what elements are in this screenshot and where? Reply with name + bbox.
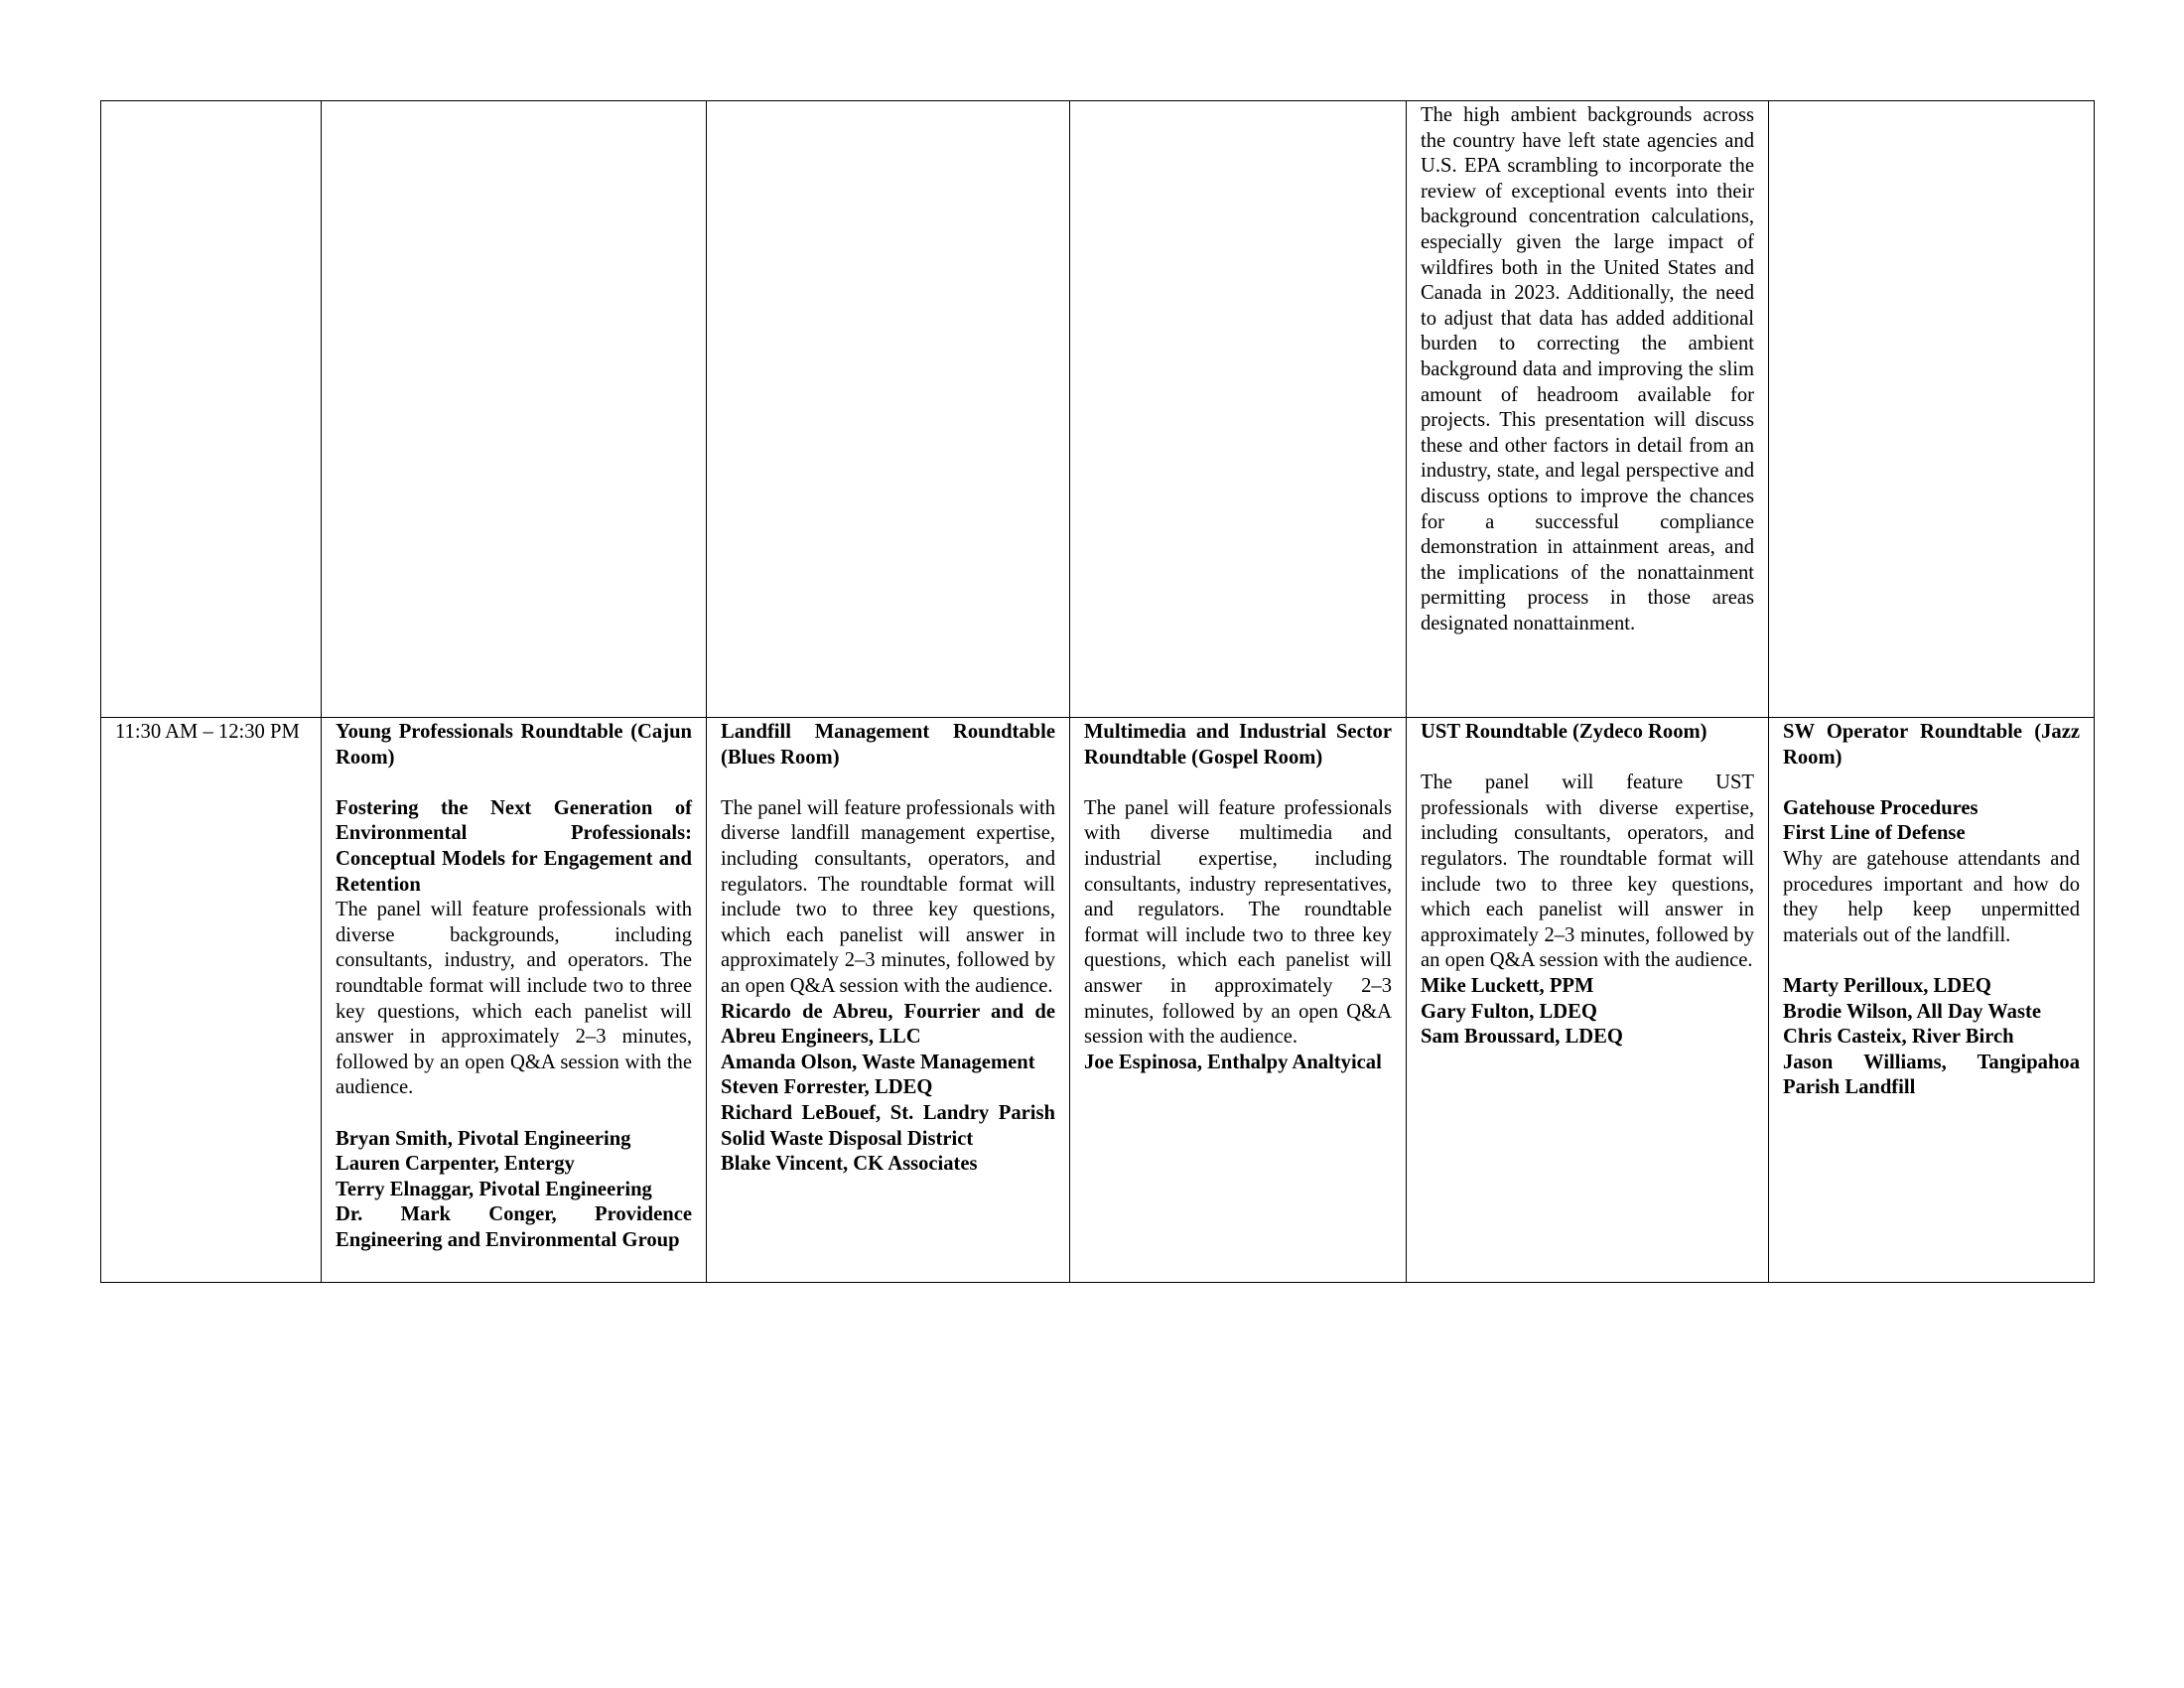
panelist: Sam Broussard, LDEQ xyxy=(1421,1026,1623,1049)
panelist: Bryan Smith, Pivotal Engineering xyxy=(336,1127,631,1150)
session-time: 11:30 AM – 12:30 PM xyxy=(115,721,300,743)
session-description: Why are gatehouse attendants and procedures important and how do they help keep unpermitted materials out of the landfill. xyxy=(1783,847,2080,946)
continued-row xyxy=(101,101,2095,718)
session-subtitle: Fostering the Next Generation of Environmental Professionals: Conceptual Models for Engagement and Retention xyxy=(336,796,692,896)
panelist: Blake Vincent, CK Associates xyxy=(721,1153,978,1176)
landfill-cell xyxy=(707,718,1070,1283)
young-professionals-cell xyxy=(322,718,707,1283)
session-title: SW Operator Roundtable (Jazz Room) xyxy=(1783,721,2080,769)
session-cell-empty xyxy=(707,101,1070,718)
session-description: The panel will feature UST professionals with diverse expertise, including consultants, operators, and regulators. The roundtable format will include two to three key questions, which each panelist will answer in approximately 2–3 minutes, followed by an open Q&A session with the audience. xyxy=(1421,772,1754,972)
continued-description: The high ambient backgrounds across the country have left state agencies and U.S. EPA scrambling to incorporate the review of exceptional events into their background concentration calculations, especially given the large impact of wildfires both in the United States and Canada in 2023. Additionally, the need to adjust that data has added additional burden to correcting the ambient background data and improving the slim amount of headroom available for projects. This presentation will discuss these and other factors in detail from an industry, state, and legal perspective and discuss options to improve the chances for a successful compliance demonstration in attainment areas, and the implications of the nonattainment permitting process in those areas designated nonattainment. xyxy=(1421,104,1754,634)
panelist: Amanda Olson, Waste Management xyxy=(721,1051,1035,1073)
session-title: Landfill Management Roundtable (Blues Room) xyxy=(721,721,1055,769)
session-cell-empty xyxy=(322,101,707,718)
panelist: Steven Forrester, LDEQ xyxy=(721,1076,933,1099)
panelist: Jason Williams, Tangipahoa Parish Landfill xyxy=(1783,1051,2080,1099)
time-cell xyxy=(101,718,322,1283)
panelist: Lauren Carpenter, Entergy xyxy=(336,1153,575,1176)
panelist: Marty Perilloux, LDEQ xyxy=(1783,974,1991,997)
session-title: UST Roundtable (Zydeco Room) xyxy=(1421,721,1707,743)
session-title: Multimedia and Industrial Sector Roundtable (Gospel Room) xyxy=(1084,721,1392,769)
session-cell-continued xyxy=(1407,101,1769,718)
panelist: Ricardo de Abreu, Fourrier and de Abreu Engineers, LLC xyxy=(721,1000,1055,1049)
sw-operator-cell xyxy=(1769,718,2095,1283)
ust-cell xyxy=(1407,718,1769,1283)
multimedia-cell xyxy=(1070,718,1407,1283)
panelist: Chris Casteix, River Birch xyxy=(1783,1026,2014,1049)
time-cell-empty xyxy=(101,101,322,718)
session-subtitle: First Line of Defense xyxy=(1783,822,1966,845)
session-description: The panel will feature professionals with diverse multimedia and industrial expertise, including consultants, industry representatives, and regulators. The roundtable format will include two to three key questions, which each panelist will answer in approximately 2–3 minutes, followed by an open Q&A session with the audience. xyxy=(1084,796,1392,1049)
panelist: Gary Fulton, LDEQ xyxy=(1421,1000,1597,1023)
session-title: Young Professionals Roundtable (Cajun Room) xyxy=(336,721,692,769)
panelist: Mike Luckett, PPM xyxy=(1421,974,1594,997)
panelist: Joe Espinosa, Enthalpy Analtyical xyxy=(1084,1051,1382,1073)
panelist: Dr. Mark Conger, Providence Engineering and Environmental Group xyxy=(336,1203,692,1251)
session-description: The panel will feature professionals with diverse backgrounds, including consultants, industry, and operators. The roundtable format will include two to three key questions, which each panelist will answer in approximately 2–3 minutes, followed by an open Q&A session with the audience. xyxy=(336,899,692,1099)
session-cell-empty xyxy=(1769,101,2095,718)
session-row xyxy=(101,718,2095,1283)
panelist: Brodie Wilson, All Day Waste xyxy=(1783,1000,2041,1023)
panelist: Terry Elnaggar, Pivotal Engineering xyxy=(336,1178,652,1200)
session-cell-empty xyxy=(1070,101,1407,718)
agenda-table xyxy=(100,100,2095,1283)
session-subtitle: Gatehouse Procedures xyxy=(1783,796,1979,819)
session-description: The panel will feature professionals with diverse landfill management expertise, including consultants, operators, and regulators. The roundtable format will include two to three key questions, which each panelist will answer in approximately 2–3 minutes, followed by an open Q&A session with the audience. xyxy=(721,796,1055,997)
panelist: Richard LeBouef, St. Landry Parish Solid Waste Disposal District xyxy=(721,1101,1055,1150)
